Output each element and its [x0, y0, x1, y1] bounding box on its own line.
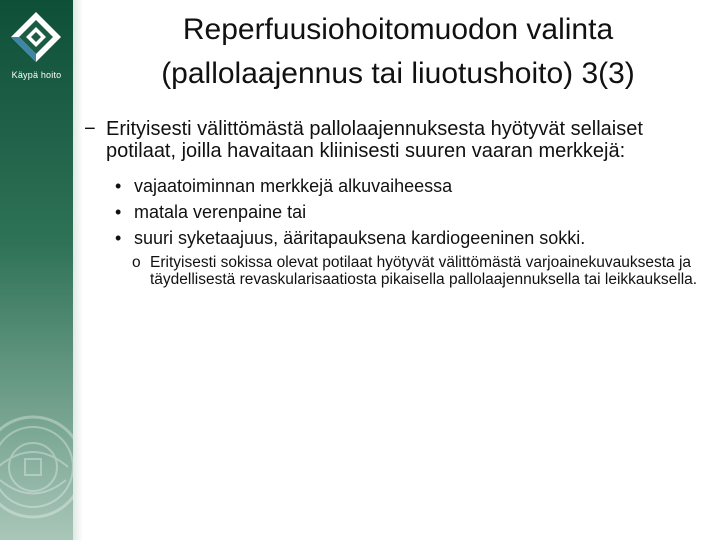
- logo-text: Käypä hoito: [11, 70, 62, 80]
- level2-text: suuri syketaajuus, ääritapauksena kardiogeeninen sokki.: [134, 228, 586, 248]
- level2-item: [84, 173, 718, 199]
- dash-bullet: −: [84, 118, 96, 140]
- bullet-dot: •: [115, 228, 122, 248]
- slide-title: [78, 8, 718, 96]
- level2-text: matala verenpaine tai: [134, 202, 307, 222]
- level3-text: Erityisesti sokissa olevat potilaat hyötyvät välittömästä varjoainekuvauksesta ja täydellisestä revaskularisaatiosta pikaisella pallolaajennuksella tai leikkauksella.: [150, 254, 698, 288]
- title-line-1: Reperfuusiohoitomuodon valinta: [182, 13, 614, 46]
- bullet-dot: •: [115, 176, 122, 196]
- title-line-2: (pallolaajennus tai liuotushoito) 3(3): [161, 57, 635, 90]
- level2-item: [84, 199, 718, 225]
- level2-item: [84, 225, 718, 251]
- circle-bullet: o: [132, 254, 141, 271]
- slide-body: [84, 118, 718, 288]
- level2-list: [84, 173, 718, 251]
- level2-text: vajaatoiminnan merkkejä alkuvaiheessa: [134, 176, 453, 196]
- level1-text: Erityisesti välittömästä pallolaajennuksesta hyötyvät sellaiset potilaat, joilla havaitaan kliinisesti suuren vaaran merkkejä:: [106, 118, 643, 162]
- level1-item: [84, 118, 718, 162]
- level3-item: [84, 254, 718, 288]
- sidebar-band: [0, 0, 73, 540]
- bullet-dot: •: [115, 202, 122, 222]
